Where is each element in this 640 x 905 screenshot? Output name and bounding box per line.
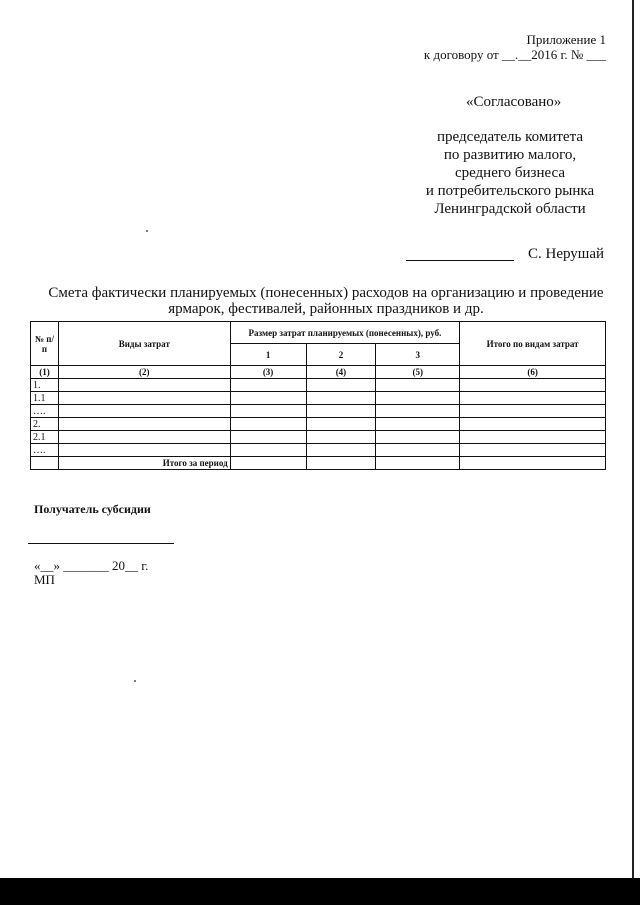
date-line: «__» _______ 20__ г. [34, 558, 149, 573]
table-row [31, 418, 606, 431]
appendix-header [424, 32, 606, 62]
col-types-header: Виды затрат [58, 322, 230, 366]
row-number: …. [31, 444, 59, 457]
approver-line: по развитию малого, [443, 147, 577, 163]
appendix-title: Приложение 1 [526, 32, 606, 47]
document-title: Смета фактически планируемых (понесенных) расходов на организацию и проведение ярмарок, фестивалей, районных праздников и др. [48, 285, 604, 317]
approver-line: Ленинградской области [434, 201, 586, 217]
row-number: 1. [31, 379, 59, 392]
scan-speck [146, 230, 148, 232]
index-row [31, 366, 606, 379]
index-cell: (3) [230, 366, 306, 379]
sub-col-header: 1 [230, 344, 306, 366]
approver-position [410, 128, 610, 218]
recipient-label: Получатель субсидии [34, 502, 151, 516]
index-cell: (2) [58, 366, 230, 379]
approver-line: председатель комитета [437, 129, 583, 145]
index-cell: (1) [31, 366, 59, 379]
col-total-header: Итого по видам затрат [460, 322, 606, 366]
approver-line: среднего бизнеса [454, 165, 566, 181]
row-number: 2. [31, 418, 59, 431]
approver-line: и потребительского рынка [425, 183, 595, 199]
col-number-header: № п/п [31, 322, 59, 366]
estimate-table [30, 321, 606, 470]
table-row [31, 444, 606, 457]
scan-speck [134, 680, 136, 682]
table-row [31, 405, 606, 418]
signer-name: С. Нерушай [528, 246, 605, 262]
approval-stamp-label: «Согласовано» [466, 94, 562, 110]
col-amount-header: Размер затрат планируемых (понесенных), руб. [230, 322, 460, 344]
scan-edge [632, 0, 634, 878]
row-number: 1.1 [31, 392, 59, 405]
index-cell: (6) [460, 366, 606, 379]
table-row [31, 379, 606, 392]
index-cell: (5) [376, 366, 460, 379]
sub-col-header: 3 [376, 344, 460, 366]
scan-bottom-border [0, 878, 640, 905]
total-row [31, 457, 606, 470]
contract-reference: к договору от __.__2016 г. № ___ [423, 47, 606, 62]
table-row [31, 392, 606, 405]
row-number: …. [31, 405, 59, 418]
row-number: 2.1 [31, 431, 59, 444]
signature-line [406, 260, 514, 261]
total-label: Итого за период [58, 457, 230, 470]
recipient-signature-line [28, 543, 174, 544]
table-header-row [31, 322, 606, 344]
table-row [31, 431, 606, 444]
sub-col-header: 2 [306, 344, 376, 366]
stamp-placeholder: МП [34, 572, 55, 587]
index-cell: (4) [306, 366, 376, 379]
